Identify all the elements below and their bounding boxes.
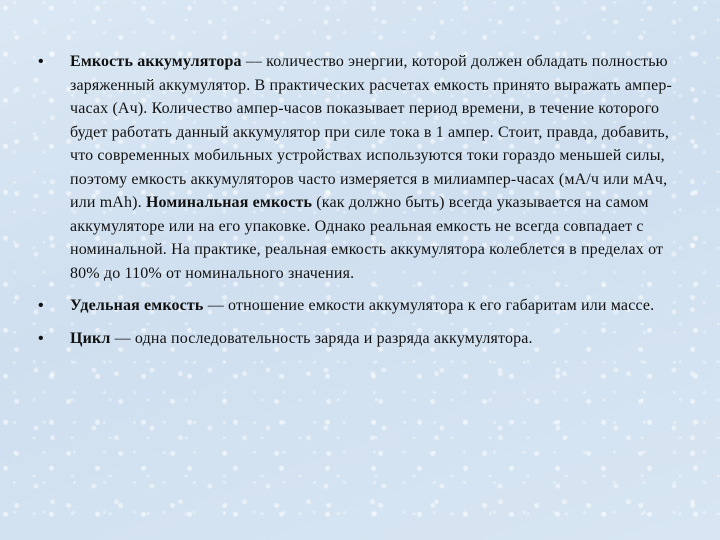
bullet-item-specific-capacity <box>38 294 678 318</box>
bullet-text <box>70 327 678 351</box>
term-specific-capacity: Удельная емкость <box>70 297 204 314</box>
definition-capacity: — количество энергии, которой должен обладать полностью заряженный аккумулятор. В практических расчетах емкость принято выражать ампер-часах (Ач). Количество ампер-часов показывает период времени, в течение которого будет работать данный аккумулятор при силе тока в 1 ампер. Стоит, правда, добавить, что современных мобильных устройствах используются токи гораздо меньшей силы, поэтому емкость аккумуляторов часто измеряется в милиампер-часах (мА/ч или мАч, или mAh). <box>70 53 672 211</box>
bullet-marker: • <box>38 329 44 347</box>
bullet-list <box>38 50 678 359</box>
definition-specific-capacity: — отношение емкости аккумулятора к его габаритам или массе. <box>203 297 655 314</box>
term-nominal-capacity: Номинальная емкость <box>145 194 313 211</box>
bullet-marker: • <box>38 53 44 70</box>
bullet-item-capacity <box>38 50 678 285</box>
term-cycle: Цикл <box>70 329 111 347</box>
bullet-text <box>70 294 678 318</box>
bullet-text <box>70 50 678 285</box>
definition-cycle: — одна последовательность заряда и разряда аккумулятора. <box>110 329 533 347</box>
bullet-marker: • <box>38 297 44 314</box>
bullet-item-cycle <box>38 327 678 351</box>
term-capacity: Емкость аккумулятора <box>70 53 242 70</box>
definition-nominal-capacity: (как должно быть) всегда указывается на самом аккумуляторе или на его упаковке. Однако реальная емкость не всегда совпадает с номинальной. На практике, реальная емкость аккумулятора колеблется в пределах от 80% до 110% от номинального значения. <box>70 194 664 282</box>
